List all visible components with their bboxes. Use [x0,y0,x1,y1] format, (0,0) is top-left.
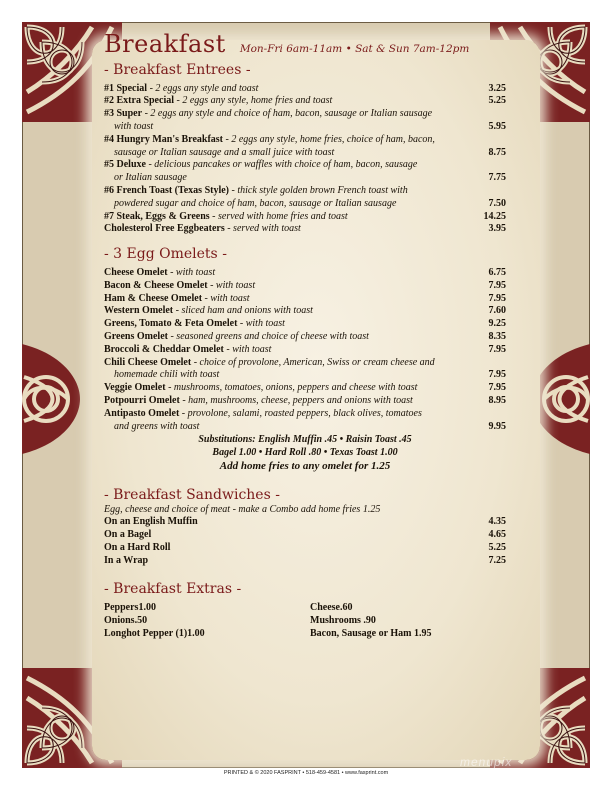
menu-item-desc-cont: sausage or Italian sausage and a small juice with toast [114,146,335,158]
menu-item [104,542,506,555]
menu-item-desc: - seasoned greens and choice of cheese with toast [167,330,369,342]
menu-item-price: 4.35 [488,516,506,528]
menu-item-name: Bacon & Cheese Omelet [104,279,208,291]
menu-item-name: Greens Omelet [104,330,168,342]
menu-item [104,223,506,236]
menu-item-price: 8.75 [488,146,506,158]
menu-item-desc: - with toast [207,279,256,291]
menu-item-desc: - choice of provolone, American, Swiss or cream cheese and [191,356,435,368]
menu-item-price: 7.50 [488,197,506,209]
menu-item-price: 9.25 [488,318,506,330]
omelets-list [104,267,506,433]
substitutions [104,434,506,472]
menu-item [104,83,506,96]
menu-item-price: 4.65 [488,529,506,541]
section-heading-omelets: - 3 Egg Omelets - [104,246,227,263]
menu-item-desc: - with toast [237,318,285,330]
menu-item-text [104,185,478,211]
sandwiches-intro: Egg, cheese and choice of meat - make a Combo add home fries 1.25 [104,503,381,515]
menu-item [104,395,506,408]
menu-item [104,529,506,542]
menu-item [104,357,506,383]
menu-item-text [104,83,478,96]
menu-item [104,185,506,211]
menu-item-desc-cont: powdered sugar and choice of ham, bacon, sausage or Italian sausage [114,197,397,209]
menu-item-price: 5.25 [488,95,506,107]
sandwiches-list [104,516,506,567]
menu-item-desc: - served with toast [224,223,301,235]
menu-item [104,344,506,357]
menu-item-name: Cholesterol Free Eggbeaters [104,223,225,235]
menu-item-name: Western Omelet [104,305,174,317]
watermark: menupix [460,755,513,769]
menu-item [104,95,506,108]
menu-item-price: 7.60 [488,305,506,317]
menu-item-text [104,357,478,383]
menu-item [104,318,506,331]
menu-item-name: In a Wrap [104,554,149,566]
menu-item-desc: - with toast [223,343,272,355]
menu-item-text [104,159,478,185]
menu-item-price: 6.75 [488,266,506,278]
menu-item-price: 7.95 [488,343,506,355]
menu-item-price: 3.95 [488,223,506,235]
menu-item-desc: - with toast [167,266,216,278]
menu-item-name: Antipasto Omelet [104,407,180,419]
menu-item-text [104,211,478,224]
menu-item-name: On an English Muffin [104,516,198,528]
menu-item [104,267,506,280]
home-fries-note: Add home fries to any omelet for 1.25 [219,459,391,472]
menu-item-desc: - ham, mushrooms, cheese, peppers and onions with toast [179,394,413,406]
menu-item-text [104,223,478,236]
menu-item-text [104,382,478,395]
menu-item-desc: - 2 eggs any style, home fries and toast [174,95,333,107]
menu-item [104,331,506,344]
menu-item [104,108,506,134]
menu-item-desc: - with toast [202,292,250,304]
menu-item-desc-cont: with toast [114,120,154,132]
menu-item-name: Ham & Cheese Omelet [104,292,203,304]
menu-item-price: 7.95 [488,292,506,304]
menu-item-name: Chili Cheese Omelet [104,356,192,368]
section-heading-entrees: - Breakfast Entrees - [104,61,251,78]
menu-item-desc: - 2 eggs any style and toast [147,82,259,94]
menu-item-name: Greens, Tomato & Feta Omelet [104,318,238,330]
menu-item-name: On a Hard Roll [104,541,171,553]
menu-item-text [104,134,478,160]
menu-item [104,408,506,434]
menu-item-name: #4 Hungry Man's Breakfast [104,133,223,145]
menu-item-name: #1 Special [104,82,148,94]
menu-item-price: 7.95 [488,382,506,394]
menu-item [104,293,506,306]
hours: Mon-Fri 6am-11am • Sat & Sun 7am-12pm [239,43,470,55]
menu-item-price: 9.95 [488,420,506,432]
menu-item-price: 14.25 [483,210,506,222]
menu-item-name: On a Bagel [104,529,152,541]
extra-item: Onions.50 [104,615,148,627]
menu-item-text [104,280,478,293]
extra-item: Cheese.60 [310,602,353,614]
menu-content [104,30,506,641]
substitutions-line: Bagel 1.00 • Hard Roll .80 • Texas Toast 1.00 [212,447,398,459]
menu-item-desc: - sliced ham and onions with toast [173,305,313,317]
menu-item-desc: - provolone, salami, roasted peppers, black olives, tomatoes [179,407,422,419]
menu-item-name: #3 Super [104,108,143,120]
menu-item-desc-cont: and greens with toast [114,420,200,432]
menu-item-desc: - thick style golden brown French toast with [229,184,408,196]
menu-item [104,134,506,160]
menu-item-name: #6 French Toast (Texas Style) [104,184,230,196]
section-heading-extras: - Breakfast Extras - [104,581,242,598]
menu-item-name: #7 Steak, Eggs & Greens [104,210,210,222]
menu-item-price: 8.35 [488,330,506,342]
menu-item-price: 8.95 [488,394,506,406]
menu-item [104,516,506,529]
menu-item [104,305,506,318]
section-heading-sandwiches: - Breakfast Sandwiches - [104,486,280,503]
header [104,30,506,58]
menu-item-desc: - 2 eggs any style and choice of ham, bacon, sausage or Italian sausage [142,108,433,120]
menu-item-price: 5.25 [488,541,506,553]
menu-item-text [104,318,478,331]
extras-list [104,602,506,640]
menu-item-name: Veggie Omelet [104,382,166,394]
menu-item [104,555,506,568]
page-title: Breakfast [104,30,226,58]
menu-item-price: 3.25 [488,82,506,94]
menu-item-desc: - delicious pancakes or waffles with choice of ham, bacon, sausage [145,159,418,171]
menu-item [104,280,506,293]
menu-item-price: 7.95 [488,369,506,381]
menu-item-text [104,293,478,306]
menu-item-price: 7.25 [488,554,506,566]
menu-item-text [104,344,478,357]
menu-item-price: 7.95 [488,279,506,291]
menu-item [104,382,506,395]
menu-item [104,159,506,185]
celtic-medallion-icon [22,344,82,454]
menu-item-text [104,408,478,434]
menu-item-name: Potpourri Omelet [104,394,180,406]
menu-item-name: Cheese Omelet [104,266,168,278]
menu-item-text [104,108,478,134]
menu-item-desc: - mushrooms, tomatoes, onions, peppers and cheese with toast [165,382,418,394]
menu-item-name: #2 Extra Special [104,95,174,107]
menu-item-desc: - 2 eggs any style, home fries, choice of ham, bacon, [223,133,435,145]
extra-item: Longhot Pepper (1)1.00 [104,627,205,639]
menu-item-text [104,395,478,408]
substitutions-line: Substitutions: English Muffin .45 • Raisin Toast .45 [198,434,412,446]
extra-item: Mushrooms .90 [310,615,376,627]
menu-item-name: #5 Deluxe [104,159,146,171]
menu-item-desc: - served with home fries and toast [209,210,348,222]
menu-item-text [104,95,478,108]
menu-item-text [104,305,478,318]
menu-item-text [104,331,478,344]
menu-item [104,211,506,224]
menu-item-desc-cont: or Italian sausage [114,172,187,184]
entrees-list [104,83,506,237]
menu-item-desc-cont: homemade chili with toast [114,369,220,381]
extra-item: Peppers1.00 [104,602,156,614]
menu-item-text [104,267,478,280]
menu-item-name: Broccoli & Cheddar Omelet [104,343,224,355]
footer: PRINTED & © 2020 FASPRINT • 518-459-4581 • www.fasprint.com [223,770,389,776]
extra-item: Bacon, Sausage or Ham 1.95 [310,627,432,639]
menu-item-price: 5.95 [488,120,506,132]
menu-item-price: 7.75 [488,172,506,184]
